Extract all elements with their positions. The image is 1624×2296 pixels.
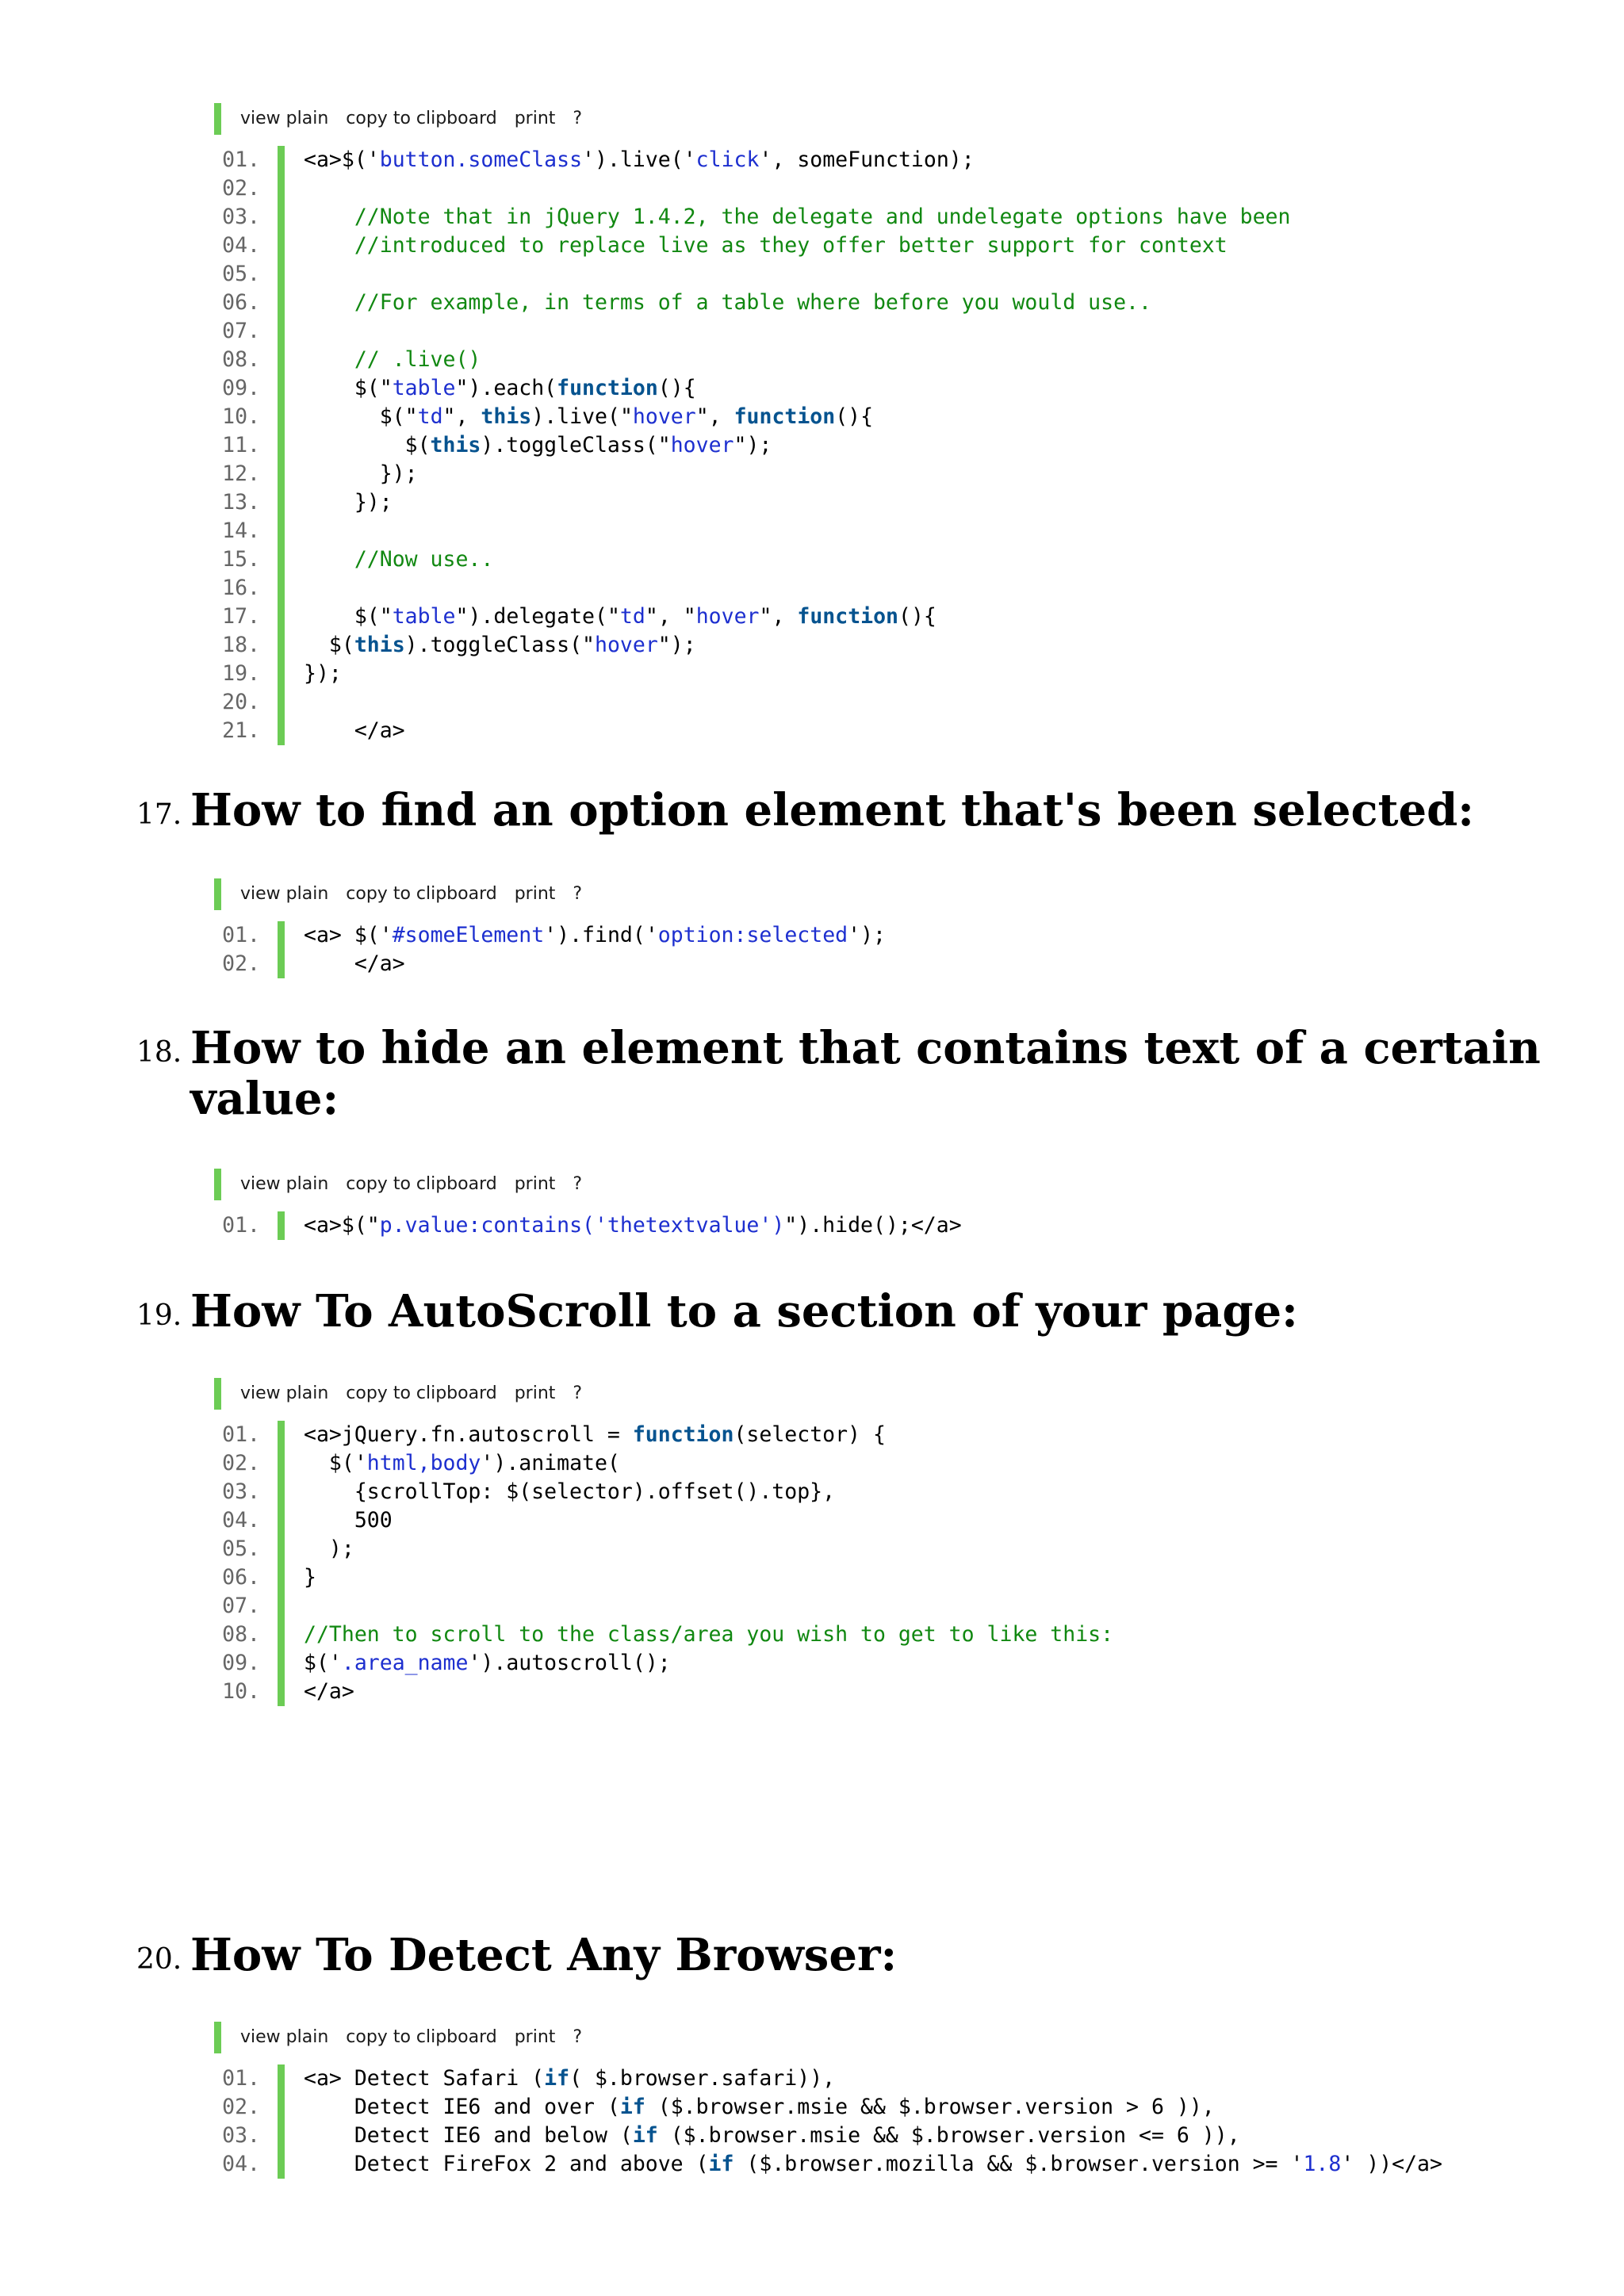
code-line xyxy=(214,1506,1562,1535)
copy-to-clipboard-link[interactable]: copy to clipboard xyxy=(346,109,497,128)
gutter-bar xyxy=(278,921,285,950)
line-number: 07. xyxy=(222,319,260,343)
gutter-bar xyxy=(278,146,285,174)
print-link[interactable]: print xyxy=(514,884,556,904)
line-number: 09. xyxy=(222,376,260,400)
code-line xyxy=(214,289,1562,317)
code-toolbar xyxy=(214,2022,1562,2053)
line-number: 06. xyxy=(222,290,260,315)
line-number: 01. xyxy=(222,1213,260,1238)
gutter-bar xyxy=(278,203,285,232)
gutter-bar xyxy=(278,488,285,517)
gutter-bar xyxy=(278,1506,285,1535)
section-title: How To AutoScroll to a section of your page: xyxy=(190,1285,1298,1337)
code-text: }); xyxy=(304,661,342,686)
code-text: //For example, in terms of a table where before you would use.. xyxy=(354,290,1151,315)
print-link[interactable]: print xyxy=(514,1383,556,1403)
gutter-bar xyxy=(278,1535,285,1563)
code-line xyxy=(214,631,1562,660)
line-number: 13. xyxy=(222,490,260,515)
line-number: 19. xyxy=(222,661,260,686)
line-number: 18. xyxy=(222,633,260,657)
code-text: }); xyxy=(304,490,393,515)
code-line xyxy=(214,431,1562,460)
print-link[interactable]: print xyxy=(514,2027,556,2047)
code-text: $(this).toggleClass("hover"); xyxy=(304,633,696,657)
line-number: 01. xyxy=(222,1422,260,1447)
copy-to-clipboard-link[interactable]: copy to clipboard xyxy=(346,2027,497,2047)
code-line xyxy=(214,717,1562,745)
code-text: </a> xyxy=(304,1679,354,1704)
gutter-bar xyxy=(278,2093,285,2122)
section-number: 18. xyxy=(136,1036,182,1069)
line-number: 10. xyxy=(222,404,260,429)
code-text: 500 xyxy=(304,1508,393,1533)
line-number: 14. xyxy=(222,519,260,543)
code-line xyxy=(214,2093,1562,2122)
code-line xyxy=(214,146,1562,174)
code-text: $('.area_name').autoscroll(); xyxy=(304,1651,671,1675)
help-link[interactable]: ? xyxy=(573,884,583,904)
code-line xyxy=(214,545,1562,574)
code-line xyxy=(214,950,1562,978)
code-text: //Now use.. xyxy=(354,547,494,572)
code-lines xyxy=(214,1421,1562,1706)
line-number: 04. xyxy=(222,2152,260,2176)
view-plain-link[interactable]: view plain xyxy=(240,2027,329,2047)
code-text: <a>$('button.someClass').live('click', someFunction); xyxy=(304,147,975,172)
print-link[interactable]: print xyxy=(514,109,556,128)
line-number: 02. xyxy=(222,2095,260,2119)
line-number: 03. xyxy=(222,205,260,229)
code-text: <a>$("p.value:contains('thetextvalue')").hide();</a> xyxy=(304,1213,962,1238)
line-number: 02. xyxy=(222,951,260,976)
line-number: 16. xyxy=(222,576,260,600)
code-line xyxy=(214,260,1562,289)
gutter-bar xyxy=(278,631,285,660)
gutter-bar xyxy=(278,1478,285,1506)
code-text: //introduced to replace live as they offer better support for context xyxy=(354,233,1228,258)
view-plain-link[interactable]: view plain xyxy=(240,109,329,128)
gutter-bar xyxy=(278,289,285,317)
code-text: $("table").each(function(){ xyxy=(304,376,696,400)
code-line xyxy=(214,2064,1562,2093)
code-toolbar xyxy=(214,878,1562,910)
code-text: } xyxy=(304,1565,316,1590)
code-line xyxy=(214,1421,1562,1449)
line-number: 02. xyxy=(222,1451,260,1475)
gutter-bar xyxy=(278,2150,285,2179)
code-line xyxy=(214,1535,1562,1563)
line-number: 01. xyxy=(222,147,260,172)
code-line xyxy=(214,1621,1562,1649)
gutter-bar xyxy=(278,660,285,688)
gutter-bar xyxy=(278,174,285,203)
gutter-bar xyxy=(278,2064,285,2093)
gutter-bar xyxy=(278,1621,285,1649)
help-link[interactable]: ? xyxy=(573,2027,583,2047)
code-text: // .live() xyxy=(354,347,481,372)
line-number: 09. xyxy=(222,1651,260,1675)
gutter-bar xyxy=(278,950,285,978)
code-text: $("td", this).live("hover", function(){ xyxy=(304,404,874,429)
code-text: $("table").delegate("td", "hover", function(){ xyxy=(304,604,936,629)
gutter-bar xyxy=(278,717,285,745)
code-line xyxy=(214,1649,1562,1678)
code-line xyxy=(214,517,1562,545)
line-number: 17. xyxy=(222,604,260,629)
line-number: 04. xyxy=(222,1508,260,1533)
copy-to-clipboard-link[interactable]: copy to clipboard xyxy=(346,1383,497,1403)
print-link[interactable]: print xyxy=(514,1174,556,1194)
section-title: How To Detect Any Browser: xyxy=(190,1929,898,1981)
line-number: 08. xyxy=(222,1622,260,1647)
help-link[interactable]: ? xyxy=(573,1174,583,1194)
copy-to-clipboard-link[interactable]: copy to clipboard xyxy=(346,1174,497,1194)
code-text: {scrollTop: $(selector).offset().top}, xyxy=(304,1479,836,1504)
gutter-bar xyxy=(278,431,285,460)
line-number: 01. xyxy=(222,2066,260,2091)
code-line xyxy=(214,1478,1562,1506)
code-line xyxy=(214,2122,1562,2150)
code-text: <a> Detect Safari (if( $.browser.safari)), xyxy=(304,2066,836,2091)
gutter-bar xyxy=(278,2122,285,2150)
gutter-bar xyxy=(278,688,285,717)
code-text: Detect IE6 and over (if ($.browser.msie && $.browser.version > 6 )), xyxy=(304,2095,1215,2119)
help-link[interactable]: ? xyxy=(573,109,583,128)
gutter-bar xyxy=(278,517,285,545)
gutter-bar xyxy=(278,1211,285,1240)
code-line xyxy=(214,1678,1562,1706)
code-line xyxy=(214,603,1562,631)
code-line xyxy=(214,174,1562,203)
code-text: ); xyxy=(304,1536,354,1561)
code-text: //Note that in jQuery 1.4.2, the delegate and undelegate options have been xyxy=(354,205,1291,229)
code-line xyxy=(214,403,1562,431)
code-text: }); xyxy=(304,461,418,486)
gutter-bar xyxy=(278,1592,285,1621)
line-number: 11. xyxy=(222,433,260,457)
gutter-bar xyxy=(278,460,285,488)
section-number: 19. xyxy=(136,1299,182,1332)
view-plain-link[interactable]: view plain xyxy=(240,1383,329,1403)
line-number: 08. xyxy=(222,347,260,372)
line-number: 05. xyxy=(222,1536,260,1561)
copy-to-clipboard-link[interactable]: copy to clipboard xyxy=(346,884,497,904)
code-text: <a> $('#someElement').find('option:selected'); xyxy=(304,923,886,947)
code-lines xyxy=(214,1211,1562,1240)
section-title: How to hide an element that contains text of a certain value: xyxy=(190,1022,1541,1125)
code-text: Detect IE6 and below (if ($.browser.msie && $.browser.version <= 6 )), xyxy=(304,2123,1240,2148)
code-text: <a>jQuery.fn.autoscroll = function(selector) { xyxy=(304,1422,886,1447)
code-line xyxy=(214,1563,1562,1592)
line-number: 05. xyxy=(222,262,260,286)
gutter-bar xyxy=(278,574,285,603)
line-number: 02. xyxy=(222,176,260,201)
view-plain-link[interactable]: view plain xyxy=(240,1174,329,1194)
line-number: 20. xyxy=(222,690,260,714)
code-lines xyxy=(214,921,1562,978)
code-line xyxy=(214,688,1562,717)
code-toolbar xyxy=(214,103,1562,135)
code-text: </a> xyxy=(304,951,405,976)
code-line xyxy=(214,488,1562,517)
gutter-bar xyxy=(278,232,285,260)
code-line xyxy=(214,1592,1562,1621)
code-line xyxy=(214,2150,1562,2179)
line-number: 21. xyxy=(222,718,260,743)
gutter-bar xyxy=(278,346,285,374)
code-toolbar xyxy=(214,1378,1562,1410)
gutter-bar xyxy=(278,1678,285,1706)
line-number: 15. xyxy=(222,547,260,572)
code-lines xyxy=(214,2064,1562,2179)
line-number: 06. xyxy=(222,1565,260,1590)
code-text: Detect FireFox 2 and above (if ($.browser.mozilla && $.browser.version >= '1.8' ))</a> xyxy=(304,2152,1442,2176)
code-text: //Then to scroll to the class/area you wish to get to like this: xyxy=(304,1622,1114,1647)
line-number: 12. xyxy=(222,461,260,486)
gutter-bar xyxy=(278,1449,285,1478)
line-number: 04. xyxy=(222,233,260,258)
line-number: 03. xyxy=(222,1479,260,1504)
gutter-bar xyxy=(278,260,285,289)
code-line xyxy=(214,460,1562,488)
gutter-bar xyxy=(278,317,285,346)
line-number: 01. xyxy=(222,923,260,947)
section-title: How to find an option element that's been selected: xyxy=(190,784,1474,836)
code-line xyxy=(214,317,1562,346)
code-line xyxy=(214,232,1562,260)
gutter-bar xyxy=(278,545,285,574)
code-lines xyxy=(214,146,1562,745)
code-line xyxy=(214,1449,1562,1478)
code-text: $(this).toggleClass("hover"); xyxy=(304,433,772,457)
code-line xyxy=(214,203,1562,232)
line-number: 10. xyxy=(222,1679,260,1704)
section-number: 17. xyxy=(136,798,182,831)
gutter-bar xyxy=(278,374,285,403)
line-number: 07. xyxy=(222,1594,260,1618)
code-line xyxy=(214,1211,1562,1240)
gutter-bar xyxy=(278,1563,285,1592)
gutter-bar xyxy=(278,603,285,631)
gutter-bar xyxy=(278,1649,285,1678)
code-text: </a> xyxy=(304,718,405,743)
code-text: $('html,body').animate( xyxy=(304,1451,620,1475)
gutter-bar xyxy=(278,403,285,431)
code-toolbar xyxy=(214,1169,1562,1200)
code-line xyxy=(214,574,1562,603)
code-line xyxy=(214,346,1562,374)
code-line xyxy=(214,374,1562,403)
code-line xyxy=(214,660,1562,688)
line-number: 03. xyxy=(222,2123,260,2148)
view-plain-link[interactable]: view plain xyxy=(240,884,329,904)
help-link[interactable]: ? xyxy=(573,1383,583,1403)
section-number: 20. xyxy=(136,1943,182,1976)
code-line xyxy=(214,921,1562,950)
gutter-bar xyxy=(278,1421,285,1449)
